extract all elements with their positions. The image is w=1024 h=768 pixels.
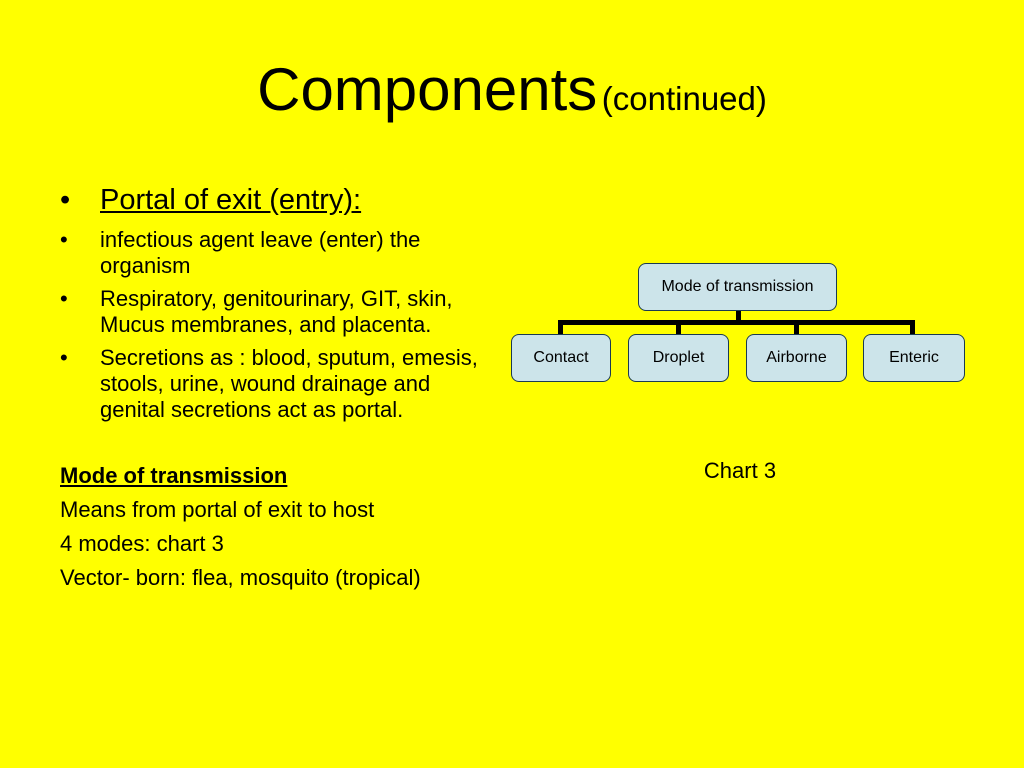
- section-line: Means from portal of exit to host: [60, 497, 375, 522]
- transmission-section: [60, 463, 500, 591]
- bullet-text: Respiratory, genitourinary, GIT, skin, Mucus membranes, and placenta.: [100, 286, 453, 337]
- diagram-node-airborne: Airborne: [746, 334, 847, 382]
- bullet-list: [60, 183, 500, 423]
- title-main: Components: [257, 56, 598, 123]
- diagram-node-contact: Contact: [511, 334, 611, 382]
- bullet-dot: •: [60, 227, 68, 252]
- title-subtitle: (continued): [601, 80, 767, 117]
- bullet-item: [60, 345, 500, 423]
- bullet-item: [60, 183, 500, 217]
- section-line: Vector- born: flea, mosquito (tropical): [60, 565, 421, 590]
- bullet-dot: •: [60, 286, 68, 311]
- diagram-node-root: Mode of transmission: [638, 263, 837, 311]
- bullet-text: Secretions as : blood, sputum, emesis, stools, urine, wound drainage and genital secretions act as portal.: [100, 345, 478, 422]
- bullet-dot: •: [60, 345, 68, 370]
- diagram-node-droplet: Droplet: [628, 334, 729, 382]
- connector-child-stem: [910, 320, 915, 334]
- bullet-dot: •: [60, 184, 71, 216]
- connector-child-stem: [558, 320, 563, 334]
- connector-child-stem: [794, 320, 799, 334]
- connector-child-stem: [676, 320, 681, 334]
- section-line: 4 modes: chart 3: [60, 531, 224, 556]
- diagram-node-enteric: Enteric: [863, 334, 965, 382]
- slide-title: [0, 56, 1024, 123]
- content-column: [60, 183, 500, 599]
- bullet-text: infectious agent leave (enter) the organism: [100, 227, 421, 278]
- bullet-text: Portal of exit (entry):: [100, 184, 362, 216]
- bullet-item: [60, 286, 500, 338]
- chart-caption: Chart 3: [703, 458, 777, 483]
- section-title: Mode of transmission: [60, 463, 288, 488]
- bullet-item: [60, 227, 500, 279]
- connector-horizontal-bar: [558, 320, 915, 325]
- transmission-org-chart: [505, 255, 975, 395]
